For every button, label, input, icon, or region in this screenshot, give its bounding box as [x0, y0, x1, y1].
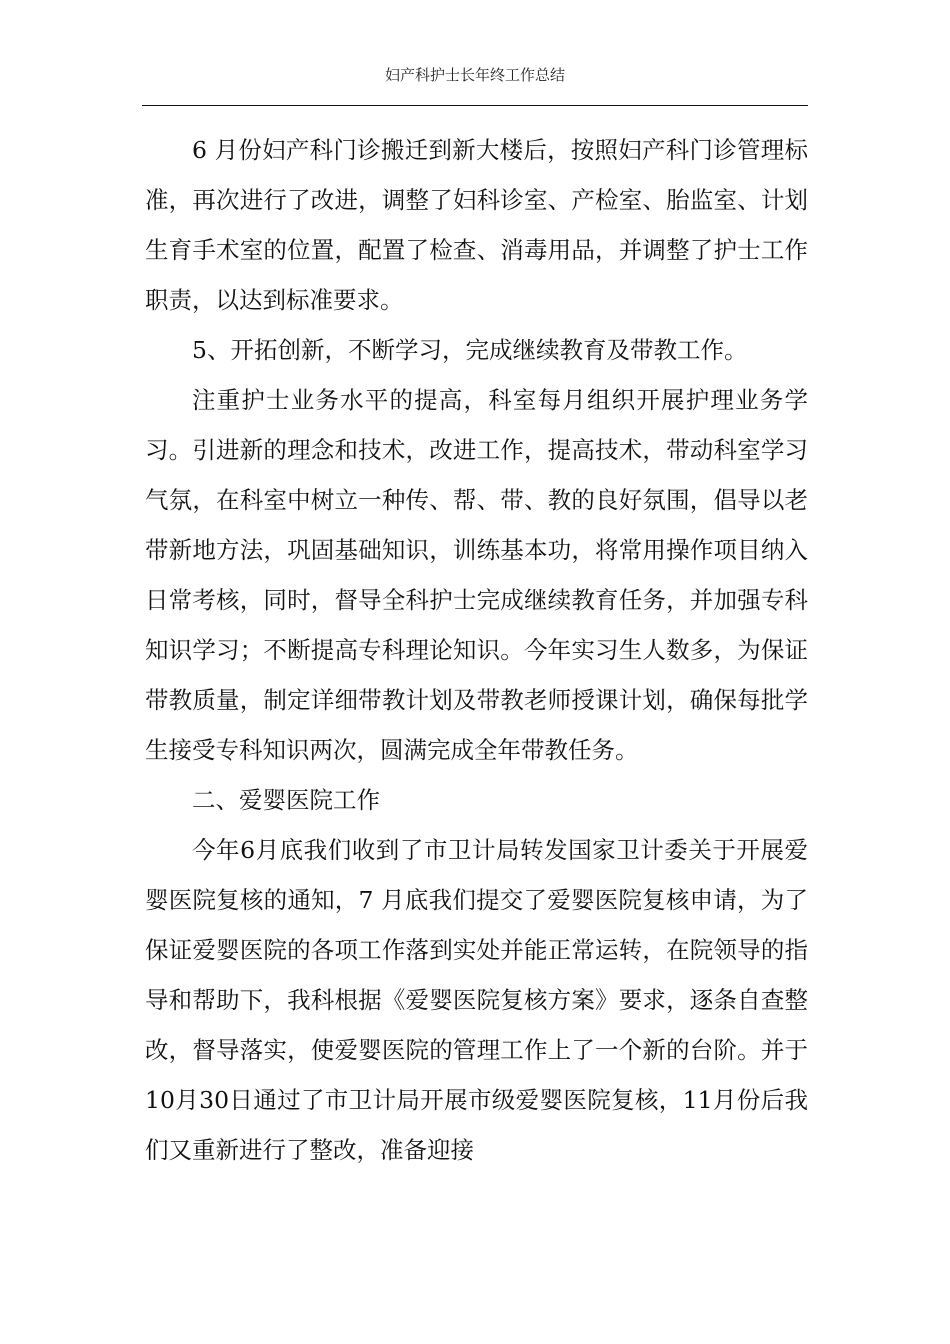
- paragraph-section-5-heading: 5、开拓创新，不断学习，完成继续教育及带教工作。: [192, 336, 748, 364]
- paragraph-clinic-relocation: 6 月份妇产科门诊搬迁到新大楼后，按照妇产科门诊管理标准，再次进行了改进，调整了妇科诊室、产检室、胎监室、计划生育手术室的位置，配置了检查、消毒用品，并调整了护士工作职责，以达到标准要求。: [145, 136, 808, 314]
- paragraph-baby-friendly-hospital: 今年6月底我们收到了市卫计局转发国家卫计委关于开展爱婴医院复核的通知，7 月底我们提交了爱婴医院复核申请，为了保证爱婴医院的各项工作落到实处并能正常运转，在院领导的指导和帮助下，我科根据《爱婴医院复核方案》要求，逐条自查整改，督导落实，使爱婴医院的管理工作上了一个新的台阶。并于10月30日通过了市卫计局开展市级爱婴医院复核，11月份后我们又重新进行了整改，准备迎接: [145, 836, 808, 1164]
- header-divider: [142, 105, 808, 106]
- paragraph-continuing-education: 注重护士业务水平的提高，科室每月组织开展护理业务学习。引进新的理念和技术，改进工作，提高技术，带动科室学习气氛，在科室中树立一种传、帮、带、教的良好氛围，倡导以老带新地方法，巩固基础知识，训练基本功，将常用操作项目纳入日常考核，同时，督导全科护士完成继续教育任务，并加强专科知识学习；不断提高专科理论知识。今年实习生人数多，为保证带教质量，制定详细带教计划及带教老师授课计划，确保每批学生接受专科知识两次，圆满完成全年带教任务。: [145, 386, 808, 764]
- document-body: [145, 125, 808, 1175]
- running-header: 妇产科护士长年终工作总结: [384, 66, 565, 84]
- paragraph-section-2-heading: 二、爱婴医院工作: [192, 786, 380, 814]
